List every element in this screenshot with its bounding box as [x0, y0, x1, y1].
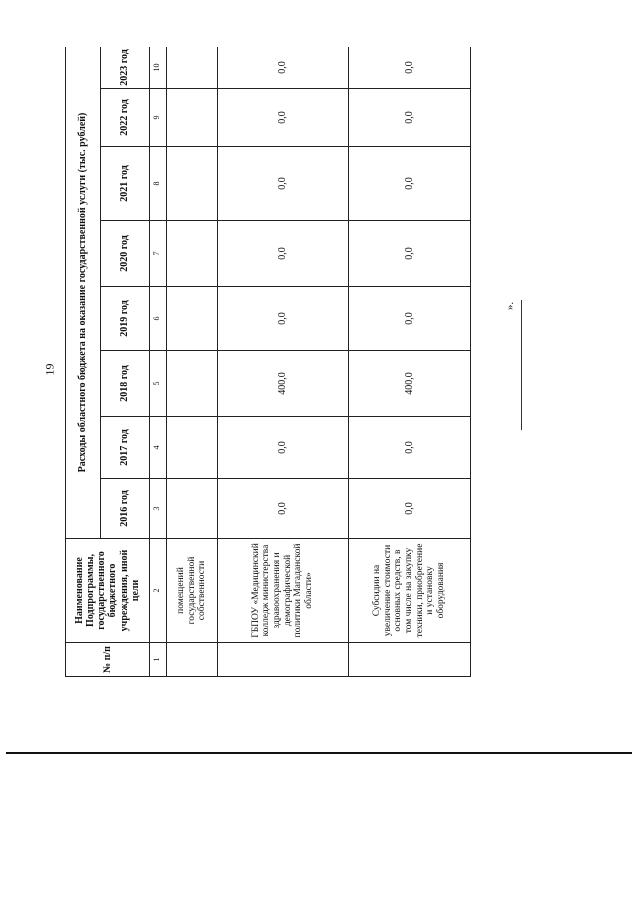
value-cell	[166, 479, 217, 539]
value-cell: 0,0	[217, 221, 348, 287]
value-cell: 400,0	[217, 351, 348, 417]
col-header-year: 2016 год	[100, 479, 149, 539]
value-cell: 0,0	[217, 47, 348, 89]
value-cell: 0,0	[348, 147, 470, 221]
value-cell: 0,0	[348, 89, 470, 147]
scan-edge-line	[6, 752, 632, 754]
value-cell: 400,0	[348, 351, 470, 417]
value-cell	[166, 287, 217, 351]
col-header-number: № п/п	[66, 643, 150, 677]
col-index: 9	[149, 89, 166, 147]
value-cell: 0,0	[348, 287, 470, 351]
value-cell: 0,0	[348, 221, 470, 287]
value-cell: 0,0	[217, 147, 348, 221]
value-cell	[166, 147, 217, 221]
value-cell: 0,0	[217, 287, 348, 351]
col-header-year: 2021 год	[100, 147, 149, 221]
col-index: 6	[149, 287, 166, 351]
group-header-expenses: Расходы областного бюджета на оказание государственной услуги (тыс. рублей)	[66, 47, 101, 539]
value-cell: 0,0	[217, 89, 348, 147]
value-cell: 0,0	[348, 417, 470, 479]
col-header-year: 2018 год	[100, 351, 149, 417]
col-index: 2	[149, 539, 166, 643]
value-cell	[166, 351, 217, 417]
col-index: 5	[149, 351, 166, 417]
value-cell	[166, 89, 217, 147]
col-index: 8	[149, 147, 166, 221]
col-header-year: 2017 год	[100, 417, 149, 479]
value-cell	[166, 221, 217, 287]
value-cell	[166, 47, 217, 89]
value-cell	[166, 417, 217, 479]
budget-table	[65, 47, 471, 677]
closing-divider-line	[521, 300, 522, 430]
value-cell: 0,0	[348, 47, 470, 89]
col-header-year: 2020 год	[100, 221, 149, 287]
table-row	[217, 47, 348, 677]
col-index: 3	[149, 479, 166, 539]
row-name-cell: Субсидии на увеличение стоимости основных средств, в том числе на закупку техники, приобретение и установку оборудования	[348, 539, 470, 643]
row-number-cell	[348, 643, 470, 677]
col-header-name: Наименование Подпрограммы, государственного бюджетного учреждения, иной цели	[66, 539, 150, 643]
budget-table-wrapper	[65, 47, 471, 677]
row-number-cell	[217, 643, 348, 677]
row-number-cell	[166, 643, 217, 677]
row-name-cell: ГБПОУ «Медицинский колледж министерства здравоохранения и демографической политики Магаданской области»	[217, 539, 348, 643]
closing-quote-mark: ».	[504, 301, 517, 311]
value-cell: 0,0	[217, 417, 348, 479]
row-name-cell: помещений государственной собственности	[166, 539, 217, 643]
value-cell: 0,0	[348, 479, 470, 539]
col-header-year: 2023 год	[100, 47, 149, 89]
table-row	[348, 47, 470, 677]
col-index: 1	[149, 643, 166, 677]
col-index: 7	[149, 221, 166, 287]
page-number: 19	[42, 363, 57, 376]
col-index: 10	[149, 47, 166, 89]
value-cell: 0,0	[217, 479, 348, 539]
col-header-year: 2022 год	[100, 89, 149, 147]
table-row	[166, 47, 217, 677]
col-index: 4	[149, 417, 166, 479]
col-header-year: 2019 год	[100, 287, 149, 351]
